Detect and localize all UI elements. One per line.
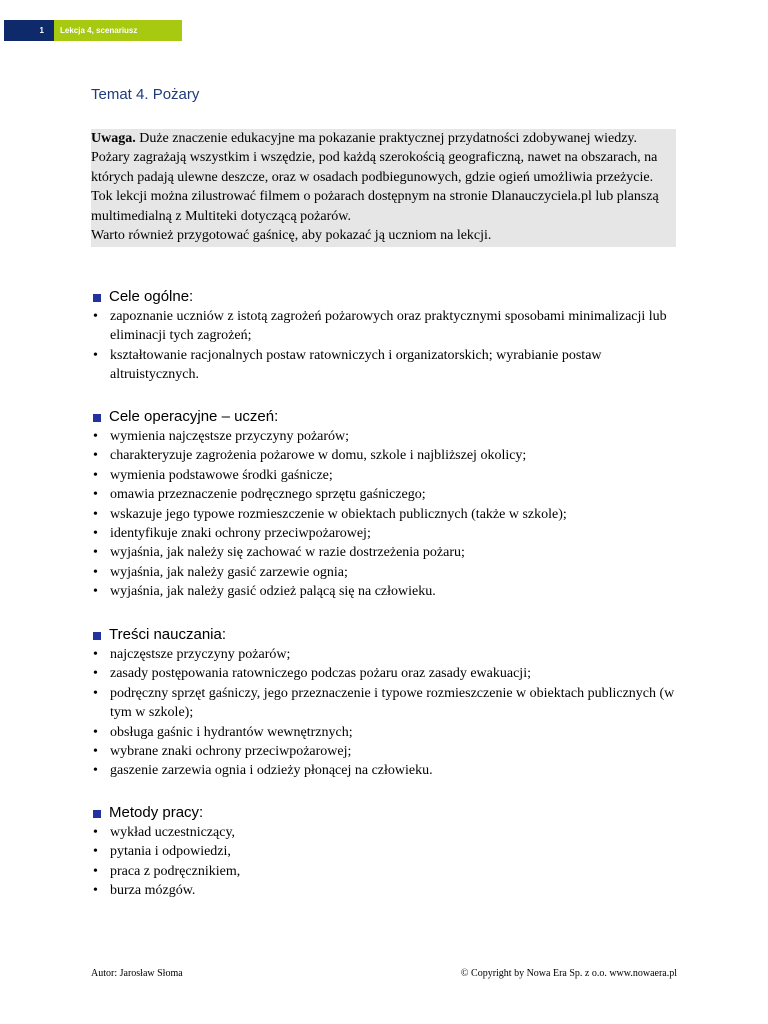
list-item: • wyjaśnia, jak należy gasić odzież palącą się na człowieku. <box>93 582 683 601</box>
section-heading: Treści nauczania: <box>93 624 683 644</box>
header-label: Lekcja 4, scenariusz <box>54 20 182 41</box>
note-paragraph-2: Tok lekcji można zilustrować filmem o pożarach dostępnym na stronie Dlanauczyciela.pl lub planszą multimedialną z Multiteki dotyczącą pożarów. <box>91 189 659 224</box>
list-item: • najczęstsze przyczyny pożarów; <box>93 645 683 664</box>
section-heading: Metody pracy: <box>93 802 683 822</box>
bullet-list <box>93 427 683 602</box>
page-footer <box>91 968 677 979</box>
page-number: 1 <box>4 20 54 41</box>
list-item: • wskazuje jego typowe rozmieszczenie w obiektach publicznych (także w szkole); <box>93 505 683 524</box>
list-item: • wyjaśnia, jak należy gasić zarzewie ognia; <box>93 563 683 582</box>
section-heading: Cele operacyjne – uczeń: <box>93 406 683 426</box>
list-item: • wykład uczestniczący, <box>93 823 683 842</box>
note-paragraph-3: Warto również przygotować gaśnicę, aby pokazać ją uczniom na lekcji. <box>91 228 492 244</box>
list-item: • identyfikuje znaki ochrony przeciwpożarowej; <box>93 524 683 543</box>
bullet-list <box>93 823 683 901</box>
note-paragraph-1 <box>91 129 676 187</box>
list-item: • podręczny sprzęt gaśniczy, jego przeznaczenie i typowe rozmieszczenie w obiektach publicznych (w tym w szkole); <box>93 684 683 723</box>
list-item: • pytania i odpowiedzi, <box>93 842 683 861</box>
list-item: • wybrane znaki ochrony przeciwpożarowej; <box>93 742 683 761</box>
section-teaching-content <box>93 624 683 781</box>
list-item: • praca z podręcznikiem, <box>93 862 683 881</box>
page-title: Temat 4. Pożary <box>91 86 200 103</box>
square-bullet-icon <box>93 632 101 640</box>
note-text-1: Duże znaczenie edukacyjne ma pokazanie praktycznej przydatności zdobywanej wiedzy. Pożary zagrażają wszystkim i wszędzie, pod każdą szerokością geograficzną, nawet na obszarach, na których padają ulewne deszcze, oraz w osadach podbiegunowych, gdzie ogień umożliwia przeżycie. <box>91 131 658 185</box>
bullet-list <box>93 645 683 781</box>
list-item: • gaszenie zarzewia ognia i odzieży płonącej na człowieku. <box>93 761 683 780</box>
list-item: • kształtowanie racjonalnych postaw ratowniczych i organizatorskich; wyrabianie postaw altruistycznych. <box>93 346 683 385</box>
footer-author: Autor: Jarosław Słoma <box>91 968 183 979</box>
square-bullet-icon <box>93 414 101 422</box>
section-heading: Cele ogólne: <box>93 286 683 306</box>
section-general-goals <box>93 286 683 385</box>
page-header <box>4 20 182 41</box>
square-bullet-icon <box>93 294 101 302</box>
list-item: • wyjaśnia, jak należy się zachować w razie dostrzeżenia pożaru; <box>93 543 683 562</box>
bullet-list <box>93 307 683 385</box>
section-work-methods <box>93 802 683 901</box>
note-box <box>91 129 676 247</box>
list-item: • zapoznanie uczniów z istotą zagrożeń pożarowych oraz praktycznymi sposobami minimalizacji lub eliminacji tych zagrożeń; <box>93 307 683 346</box>
section-operational-goals <box>93 406 683 602</box>
square-bullet-icon <box>93 810 101 818</box>
list-item: • zasady postępowania ratowniczego podczas pożaru oraz zasady ewakuacji; <box>93 664 683 683</box>
list-item: • wymienia podstawowe środki gaśnicze; <box>93 466 683 485</box>
list-item: • omawia przeznaczenie podręcznego sprzętu gaśniczego; <box>93 485 683 504</box>
list-item: • wymienia najczęstsze przyczyny pożarów; <box>93 427 683 446</box>
list-item: • burza mózgów. <box>93 881 683 900</box>
footer-copyright: © Copyright by Nowa Era Sp. z o.o. www.nowaera.pl <box>460 968 677 979</box>
list-item: • obsługa gaśnic i hydrantów wewnętrznych; <box>93 723 683 742</box>
note-bold-label: Uwaga. <box>91 131 136 146</box>
list-item: • charakteryzuje zagrożenia pożarowe w domu, szkole i najbliższej okolicy; <box>93 446 683 465</box>
